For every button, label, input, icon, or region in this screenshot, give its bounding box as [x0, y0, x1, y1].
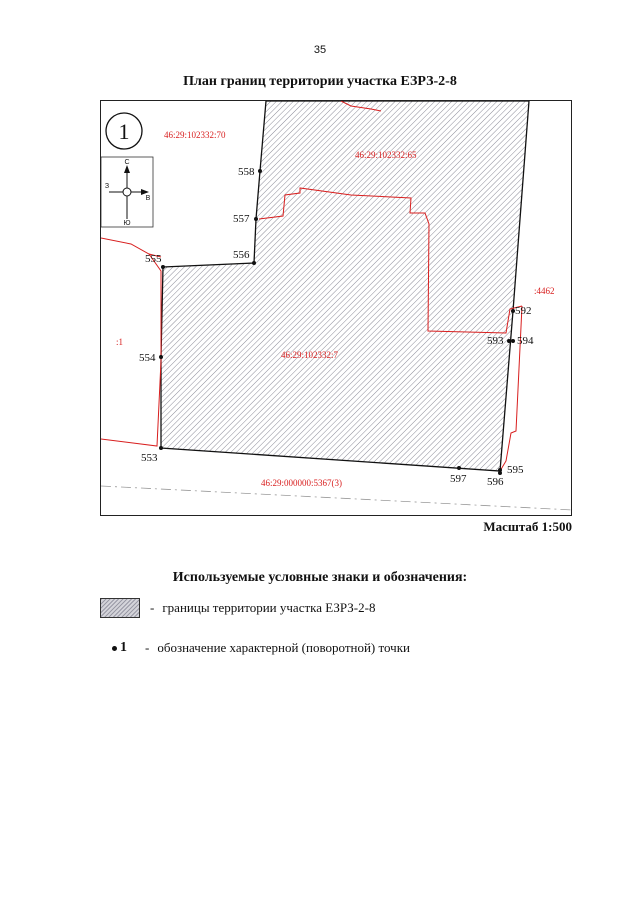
legend-row-area: [100, 598, 375, 618]
point-label-553: 553: [141, 452, 158, 464]
page-number: 35: [313, 44, 327, 56]
compass-south: Ю: [123, 220, 131, 227]
compass-west: З: [104, 183, 110, 190]
dashed-line: [101, 486, 572, 510]
point-label-595: 595: [507, 464, 524, 476]
legend-dash: -: [145, 640, 150, 655]
legend-title: Используемые условные знаки и обозначения:: [172, 570, 468, 585]
territory-area: [161, 101, 529, 471]
legend-area-text: границы территории участка ЕЗРЗ-2-8: [162, 600, 376, 615]
sheet-number: 1: [118, 119, 130, 144]
legend-row-point: [112, 640, 410, 656]
point-label-554: 554: [139, 352, 156, 364]
legend-point-text: обозначение характерной (поворотной) точки: [157, 640, 410, 655]
map-frame: [100, 100, 572, 516]
cadastral-label: 46:29:102332:70: [164, 130, 226, 140]
point-label-557: 557: [233, 213, 250, 225]
compass-east: В: [145, 195, 151, 202]
hatch-swatch-icon: [100, 598, 140, 618]
cadastral-label: :1: [116, 337, 124, 347]
point-label-556: 556: [233, 249, 250, 261]
point-label-558: 558: [238, 166, 255, 178]
point-dot-icon: [112, 646, 117, 651]
legend-dash: -: [150, 600, 155, 615]
point-label-555: 555: [145, 253, 162, 265]
compass-icon: [101, 157, 153, 227]
cadastral-label: 46:29:102332:7: [281, 350, 339, 360]
cadastral-label: 46:29:000000:5367(3): [261, 478, 342, 488]
legend-point-symbol: [112, 640, 127, 656]
point-label-594: 594: [517, 335, 534, 347]
point-label-593: 593: [487, 335, 504, 347]
scale-label: Масштаб 1:500: [483, 519, 572, 534]
point-label-596: 596: [487, 476, 504, 488]
point-label-592: 592: [515, 305, 532, 317]
cadastral-label: 46:29:102332:65: [355, 150, 417, 160]
point-label-597: 597: [450, 473, 467, 485]
legend-point-number: 1: [120, 640, 127, 655]
compass-north: С: [124, 159, 130, 166]
map-canvas: [101, 101, 572, 516]
plan-title: План границ территории участка ЕЗРЗ-2-8: [183, 74, 457, 89]
cadastral-label: :4462: [534, 286, 555, 296]
